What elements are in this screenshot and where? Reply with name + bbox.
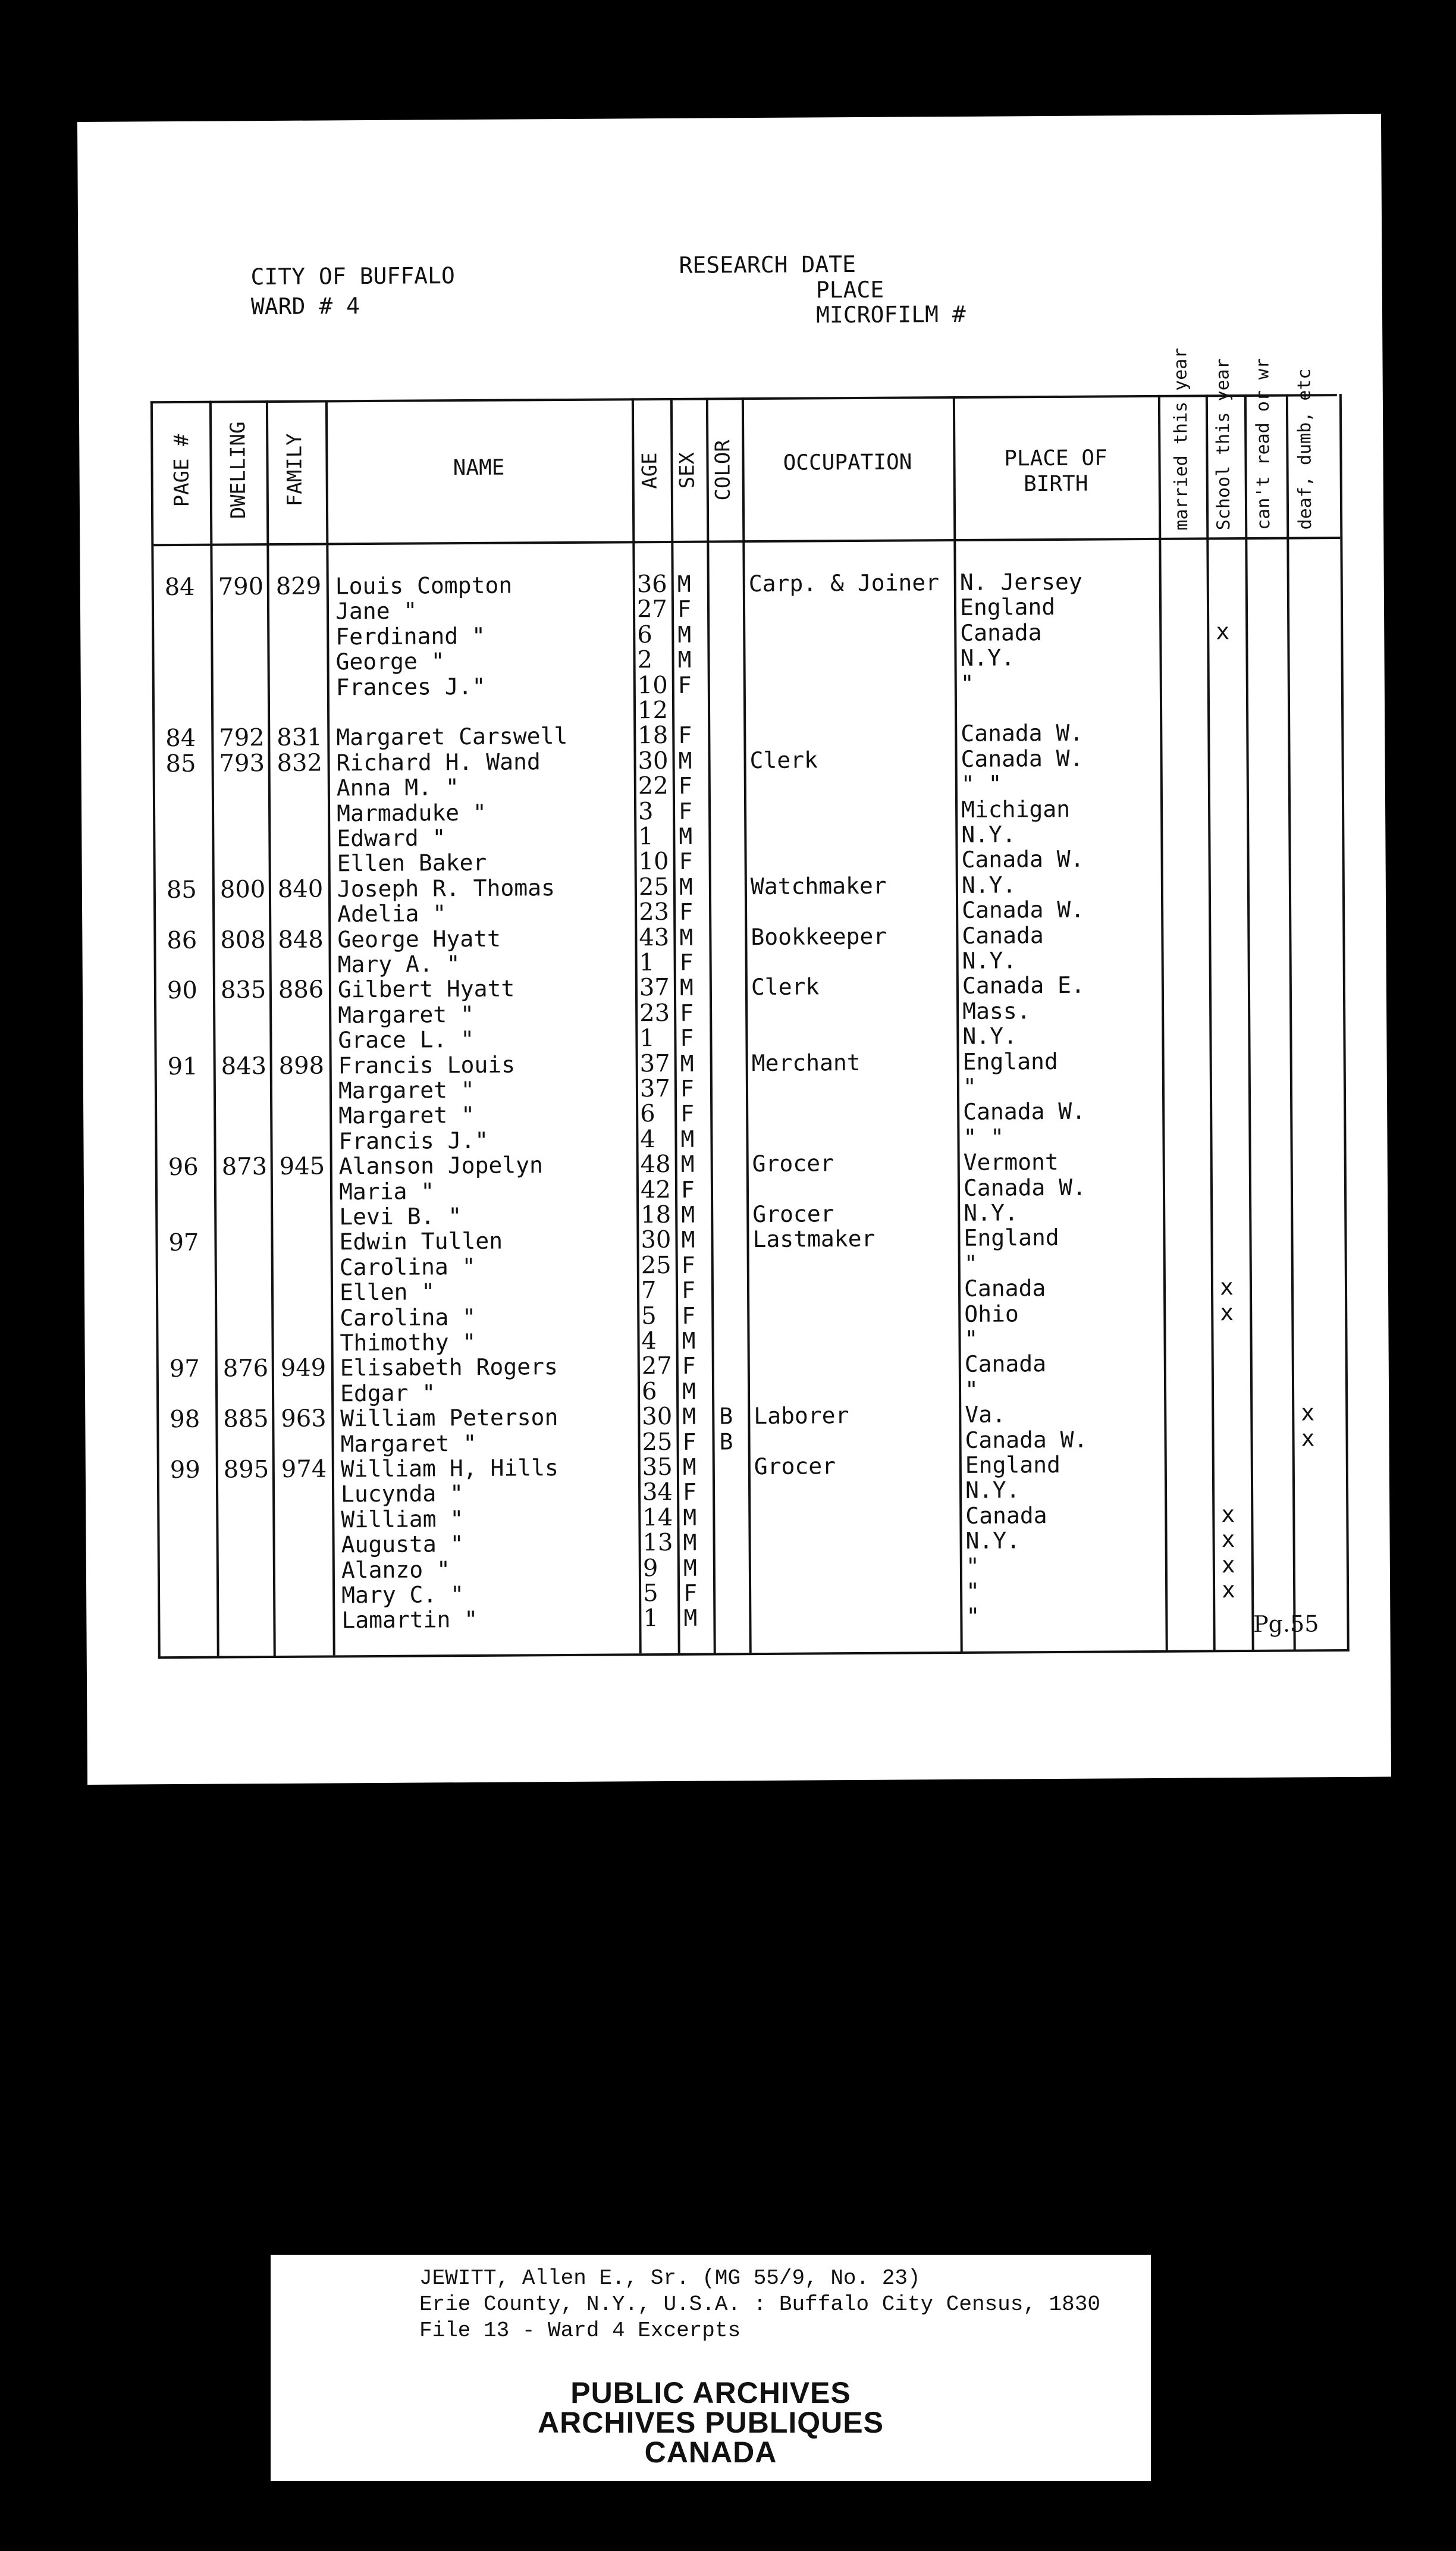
cell-birth: " [964, 1376, 979, 1403]
cell-occupation: Merchant [751, 1049, 861, 1076]
cell-school: x [1216, 618, 1230, 645]
cell-deaf: x [1301, 1424, 1315, 1452]
cell-dwelling: 790 [218, 573, 264, 601]
cell-sex: F [679, 848, 693, 875]
cell-name: Thimothy " [340, 1328, 476, 1356]
cell-age: 6 [640, 1100, 655, 1128]
cell-birth: Canada W. [961, 846, 1084, 873]
cell-sex: F [677, 672, 692, 698]
cell-sex: M [679, 974, 694, 1001]
cell-sex: M [683, 1605, 698, 1632]
cell-birth: N. Jersey [959, 568, 1082, 596]
cell-birth: Canada [964, 1350, 1047, 1378]
col-birth-line1: PLACE OF [1004, 446, 1107, 471]
col-family: FAMILY [283, 433, 307, 507]
cell-family: 886 [278, 976, 324, 1004]
cell-sex: M [682, 1453, 696, 1480]
cell-family: 840 [277, 875, 324, 903]
cell-sex: F [680, 1176, 695, 1203]
cell-age: 27 [641, 1352, 672, 1380]
cell-sex: F [680, 1024, 694, 1052]
cell-sex: M [680, 1151, 695, 1178]
cell-birth: Canada W. [961, 745, 1084, 772]
cell-school: x [1221, 1500, 1235, 1528]
cell-family: 831 [277, 723, 322, 752]
cell-color: B [719, 1403, 733, 1430]
col-age: AGE [638, 452, 662, 489]
cell-birth: Mass. [962, 998, 1031, 1024]
cell-name: Francis J." [338, 1127, 489, 1155]
archives-stamp-line-3: CANADA [644, 2436, 777, 2469]
cell-name: Maria " [338, 1177, 435, 1205]
cell-sex: F [683, 1580, 698, 1606]
cell-age: 10 [638, 848, 669, 876]
cell-age: 3 [638, 797, 654, 825]
cell-dwelling: 885 [223, 1405, 269, 1433]
cell-birth: Va. [965, 1401, 1006, 1428]
cell-page: 90 [167, 977, 197, 1005]
cell-family: 848 [278, 926, 324, 954]
cell-age: 9 [642, 1554, 658, 1582]
cell-sex: M [683, 1555, 697, 1581]
cell-age: 4 [640, 1125, 656, 1154]
cell-birth: N.Y. [962, 947, 1017, 974]
cell-birth: Canada [962, 922, 1044, 949]
cell-school: x [1221, 1577, 1236, 1603]
cell-age: 10 [637, 671, 668, 699]
cell-name: Adelia " [337, 900, 447, 927]
cell-birth: Canada W. [963, 1098, 1086, 1126]
cell-school: x [1220, 1299, 1234, 1325]
cell-name: Ellen " [339, 1278, 435, 1306]
cell-age: 30 [641, 1226, 671, 1254]
cell-age: 43 [639, 923, 670, 951]
cell-age: 30 [638, 747, 669, 775]
cell-birth: N.Y. [961, 872, 1016, 898]
cell-name: Lucynda " [340, 1480, 464, 1508]
cell-sex: F [682, 1428, 696, 1455]
cell-occupation: Grocer [752, 1150, 834, 1177]
col-school: School this year [1212, 358, 1235, 531]
cell-sex: F [682, 1353, 696, 1380]
cell-age: 34 [642, 1478, 673, 1506]
cell-age: 7 [641, 1277, 657, 1305]
cell-name: George " [335, 648, 445, 675]
cell-age: 14 [642, 1503, 673, 1532]
cell-dwelling: 835 [220, 976, 266, 1004]
cell-sex: M [681, 1201, 695, 1228]
cell-name: Carolina " [340, 1303, 476, 1331]
cell-sex: F [678, 772, 692, 800]
cell-birth: " [962, 1073, 977, 1100]
cell-age: 22 [638, 772, 669, 800]
cell-occupation: Grocer [754, 1453, 836, 1480]
cell-sex: M [683, 1529, 697, 1556]
cell-sex: M [682, 1378, 696, 1405]
cell-sex: F [681, 1277, 696, 1304]
cell-dwelling: 808 [220, 926, 266, 954]
cell-dwelling: 873 [221, 1153, 268, 1181]
cell-age: 27 [636, 596, 668, 623]
cell-sex: F [680, 1101, 695, 1127]
cell-age: 23 [639, 999, 670, 1027]
cell-sex: M [677, 621, 692, 648]
cell-occupation: Watchmaker [750, 872, 887, 900]
cell-birth: Canada [964, 1275, 1046, 1302]
col-married: married this year [1170, 347, 1193, 531]
cell-birth: " [964, 1325, 978, 1352]
cell-occupation: Carp. & Joiner [748, 569, 940, 597]
cell-birth: Canada [965, 1502, 1047, 1529]
cell-age: 18 [641, 1201, 671, 1229]
cell-birth: " [965, 1578, 980, 1604]
cell-family: 898 [278, 1052, 325, 1080]
cell-name: Lamartin " [341, 1606, 478, 1634]
cell-age: 1 [638, 823, 654, 851]
col-dwelling: DWELLING [226, 421, 251, 519]
cell-page: 98 [170, 1405, 200, 1434]
ward-label: WARD # 4 [250, 293, 360, 320]
cell-name: William " [341, 1505, 464, 1533]
cell-sex: M [682, 1403, 696, 1430]
cell-age: 25 [641, 1251, 671, 1280]
cell-birth: England [962, 1048, 1058, 1075]
cell-dwelling: 843 [221, 1052, 267, 1080]
cell-sex: F [682, 1479, 697, 1506]
cell-birth: England [959, 594, 1056, 621]
cell-name: Frances J." [335, 673, 486, 700]
cell-birth: England [964, 1224, 1059, 1252]
archives-stamp-line-1: PUBLIC ARCHIVES [570, 2376, 851, 2409]
cell-dwelling: 792 [219, 724, 265, 752]
cell-name: Edwin Tullen [339, 1228, 503, 1255]
cell-occupation: Laborer [754, 1402, 849, 1430]
cell-age: 2 [637, 646, 653, 674]
cell-sex: M [682, 1327, 696, 1354]
cell-family: 963 [281, 1405, 327, 1433]
cell-color: B [719, 1428, 733, 1455]
label-line-3: File 13 - Ward 4 Excerpts [419, 2318, 741, 2343]
cell-family: 949 [280, 1354, 327, 1383]
cell-name: Ferdinand " [335, 622, 486, 650]
cell-age: 13 [642, 1529, 673, 1557]
cell-deaf: x [1301, 1399, 1315, 1426]
census-sheet [77, 114, 1391, 1785]
cell-name: Augusta " [341, 1531, 464, 1558]
cell-sex: M [677, 571, 691, 597]
cell-name: William H, Hills [340, 1455, 559, 1483]
cell-sex: F [681, 1252, 695, 1278]
cell-sex: M [680, 1126, 695, 1152]
cell-school: x [1221, 1526, 1235, 1553]
header-rule [153, 537, 1340, 546]
cell-name: Carolina " [339, 1253, 476, 1281]
place-label: PLACE [815, 276, 884, 303]
cell-name: Levi B. " [339, 1203, 462, 1230]
cell-sex: F [678, 722, 692, 749]
cell-age: 18 [638, 722, 669, 750]
cell-age: 35 [642, 1453, 673, 1481]
cell-birth: N.Y. [965, 1527, 1021, 1555]
cell-birth: Canada W. [961, 896, 1085, 924]
col-name: NAME [453, 455, 505, 481]
cell-family: 832 [277, 749, 323, 777]
cell-sex: F [678, 798, 693, 825]
cell-page: 97 [169, 1355, 200, 1383]
cell-page: 84 [165, 725, 196, 753]
cell-birth: " " [961, 770, 1002, 798]
cell-name: Margaret Carswell [336, 723, 568, 751]
cell-age: 37 [639, 974, 670, 1002]
cell-birth: " [960, 670, 974, 697]
cell-age: 6 [641, 1377, 657, 1406]
cell-age: 25 [638, 873, 669, 901]
cell-birth: N.Y. [962, 1023, 1018, 1050]
cell-birth: " " [963, 1124, 1005, 1151]
cell-birth: Canada E. [962, 972, 1085, 999]
cell-sex: F [680, 1075, 694, 1102]
cell-dwelling: 895 [223, 1456, 269, 1484]
city-label: CITY OF BUFFALO [250, 262, 455, 290]
cell-birth: N.Y. [965, 1477, 1020, 1504]
cell-school: x [1221, 1551, 1235, 1578]
cell-age: 48 [640, 1151, 671, 1179]
cell-sex: M [679, 924, 694, 951]
cell-age: 5 [641, 1302, 657, 1330]
cell-birth: Canada W. [965, 1426, 1088, 1453]
cell-name: Edgar " [340, 1380, 436, 1407]
archives-stamp-line-2: ARCHIVES PUBLIQUES [538, 2406, 884, 2439]
cell-name: Alanzo " [341, 1556, 451, 1583]
cell-dwelling: 793 [219, 749, 265, 778]
cell-name: Louis Compton [335, 572, 513, 600]
cell-age: 5 [642, 1580, 658, 1607]
cell-birth: N.Y. [960, 644, 1015, 672]
cell-family: 829 [275, 572, 322, 600]
cell-sex: M [680, 1050, 694, 1077]
cell-occupation: Bookkeeper [751, 923, 887, 950]
label-line-2: Erie County, N.Y., U.S.A. : Buffalo City Census, 1830 [419, 2292, 1100, 2317]
cell-occupation: Lastmaker [752, 1226, 876, 1253]
cell-sex: F [682, 1302, 696, 1329]
cell-age: 25 [642, 1428, 673, 1456]
cell-dwelling: 876 [222, 1355, 269, 1383]
microfilm-label: MICROFILM # [815, 300, 966, 328]
cell-sex: M [677, 646, 692, 673]
cell-family: 974 [281, 1455, 327, 1483]
cell-name: Jane " [335, 597, 418, 625]
cell-sex: F [677, 596, 692, 623]
cell-sex: M [683, 1504, 697, 1531]
cell-page: 85 [165, 750, 196, 778]
cell-name: Margaret " [338, 1102, 475, 1129]
cell-age: 1 [639, 1024, 655, 1052]
cell-page: 99 [170, 1456, 200, 1484]
cell-birth: Canada W. [961, 720, 1084, 747]
cell-occupation: Grocer [752, 1201, 834, 1228]
cell-birth: N.Y. [964, 1199, 1018, 1226]
cell-age: 6 [637, 620, 652, 649]
cell-school: x [1219, 1274, 1234, 1300]
cell-birth: Canada W. [963, 1174, 1087, 1201]
cell-family: 945 [279, 1152, 325, 1181]
cell-name: Elisabeth Rogers [340, 1353, 558, 1381]
cell-age: 4 [641, 1327, 657, 1355]
cell-sex: F [680, 999, 694, 1026]
cell-sex: M [679, 873, 693, 900]
cell-name: Gilbert Hyatt [337, 975, 515, 1003]
cell-birth: " [966, 1603, 980, 1630]
col-page: PAGE # [170, 434, 194, 507]
cell-age: 37 [639, 1074, 670, 1103]
cell-name: Mary A. " [337, 951, 460, 978]
cell-age: 30 [642, 1403, 673, 1431]
cell-age: 42 [640, 1176, 671, 1204]
col-deaf: deaf, dumb, etc [1294, 368, 1316, 530]
col-cant-read: can't read or wr [1252, 358, 1275, 530]
cell-age: 1 [643, 1604, 658, 1632]
cell-age: 12 [637, 696, 669, 725]
cell-age: 36 [636, 570, 667, 598]
cell-birth: Michigan [961, 795, 1071, 823]
cell-name: Margaret " [338, 1076, 475, 1104]
cell-page: 85 [166, 876, 197, 904]
cell-age: 37 [639, 1049, 670, 1077]
page-number: Pg.55 [1253, 1610, 1319, 1637]
cell-page: 84 [164, 573, 195, 601]
cell-name: Grace L. " [338, 1026, 475, 1054]
col-birth-line2: BIRTH [1023, 471, 1088, 497]
cell-name: Joseph R. Thomas [337, 874, 556, 902]
cell-birth: " [965, 1553, 980, 1580]
col-occupation: OCCUPATION [783, 450, 912, 475]
census-table [150, 347, 1350, 1659]
cell-name: Ellen Baker [337, 850, 487, 877]
cell-birth: " [964, 1250, 978, 1277]
cell-page: 96 [168, 1153, 199, 1182]
cell-name: Anna M. " [336, 774, 459, 801]
cell-name: Alanson Jopelyn [338, 1152, 544, 1180]
cell-age: 1 [639, 949, 655, 977]
cell-name: Edward " [337, 825, 446, 852]
cell-birth: Ohio [964, 1300, 1019, 1327]
cell-page: 91 [167, 1052, 198, 1080]
cell-name: George Hyatt [337, 925, 501, 952]
cell-dwelling: 800 [219, 875, 266, 904]
cell-name: Mary C. " [341, 1581, 465, 1609]
cell-birth: Vermont [963, 1149, 1059, 1176]
archive-label [271, 2255, 1151, 2481]
cell-sex: M [678, 747, 692, 774]
cell-sex: F [679, 949, 694, 976]
cell-occupation: Clerk [751, 973, 820, 1001]
label-line-1: JEWITT, Allen E., Sr. (MG 55/9, No. 23) [419, 2266, 921, 2290]
cell-occupation: Clerk [749, 747, 818, 773]
research-date-label: RESEARCH DATE [679, 251, 856, 278]
cell-name: Margaret " [340, 1430, 477, 1457]
cell-name: Margaret " [338, 1001, 475, 1029]
cell-page: 97 [168, 1229, 199, 1257]
cell-birth: England [965, 1451, 1061, 1478]
cell-page: 86 [167, 926, 197, 954]
cell-birth: Canada [960, 619, 1042, 646]
cell-name: William Peterson [340, 1404, 558, 1432]
cell-birth: N.Y. [961, 821, 1016, 848]
col-sex: SEX [675, 452, 699, 489]
cell-name: Richard H. Wand [336, 748, 541, 776]
cell-sex: M [679, 823, 693, 850]
cell-sex: F [679, 898, 694, 926]
cell-name: Francis Louis [338, 1051, 516, 1079]
col-color: COLOR [711, 440, 735, 501]
cell-sex: M [681, 1227, 695, 1253]
cell-age: 23 [638, 898, 670, 926]
cell-name: Marmaduke " [336, 799, 487, 826]
